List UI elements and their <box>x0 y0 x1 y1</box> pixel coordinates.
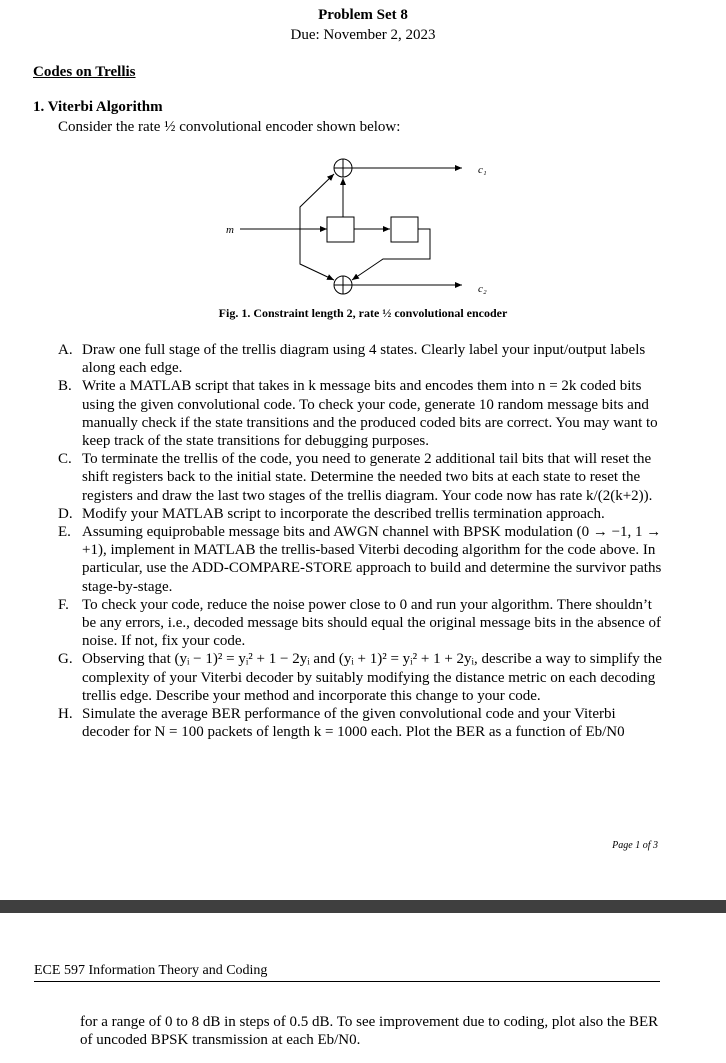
item-letter: H. <box>58 706 73 723</box>
problem-intro: Consider the rate ½ convolutional encoder shown below: <box>58 119 401 135</box>
task-list <box>58 341 663 741</box>
task-item-a <box>58 341 663 377</box>
encoder-diagram <box>0 150 726 300</box>
item-letter: G. <box>58 651 73 668</box>
page-separator <box>0 900 726 913</box>
item-letter: A. <box>58 342 73 358</box>
output-c2-label: c₂ <box>478 283 487 295</box>
item-text: To terminate the trellis of the code, you need to generate 2 additional tail bits that will reset the shift registers back to the initial state. Determine the needed two bits at each state to reset the registers and draw the last two stages of the trellis diagram. Your code now has rate k/(2(k+2)). <box>82 451 653 504</box>
continuation-text: for a range of 0 to 8 dB in steps of 0.5 dB. To see improvement due to coding, plot also the BER of uncoded BPSK transmission at each Eb/N0. <box>80 1014 659 1049</box>
course-header: ECE 597 Information Theory and Coding <box>34 963 660 982</box>
item-text: Modify your MATLAB script to incorporate the described trellis termination approach. <box>82 505 605 522</box>
item-text: Draw one full stage of the trellis diagram using 4 states. Clearly label your input/output labels along each edge. <box>82 342 646 377</box>
item-letter: D. <box>58 505 73 522</box>
output-c1-label: c₁ <box>478 164 487 176</box>
shift-register-2 <box>391 217 418 242</box>
task-item-f <box>58 596 663 651</box>
item-text: Write a MATLAB script that takes in k message bits and encodes them into n = 2k coded bits using the given convolutional code. To check your code, generate 10 random message bits and manually check if the state transitions and the produced coded bits are correct. You may want to keep track of the state transitions for debugging purposes. <box>82 378 658 450</box>
problem-title: 1. Viterbi Algorithm <box>33 99 163 115</box>
item-text: To check your code, reduce the noise power close to 0 and run your algorithm. There shouldn’t be any errors, i.e., decoded message bits should equal the original message bits in the absence of noise. If not, fix your code. <box>82 596 661 650</box>
item-text: Assuming equiprobable message bits and AWGN channel with BPSK modulation (0 → −1, 1 → +1), implement in MATLAB the trellis-based Viterbi decoding algorithm for the code above. In particular, use the ADD-COMPARE-STORE approach to build and determine the survivor paths stage-by-stage. <box>82 524 662 595</box>
item-text: Observing that (yᵢ − 1)² = yᵢ² + 1 − 2yᵢ and (yᵢ + 1)² = yᵢ² + 1 + 2yᵢ, describe a way to simplify the complexity of your Viterbi decoder by suitably modifying the distance metric on each decoding trellis edge. Describe your method and incorporate this change to your code. <box>82 651 662 704</box>
section-title: Codes on Trellis <box>33 64 136 80</box>
item-letter: C. <box>58 451 72 468</box>
item-letter: B. <box>58 378 72 395</box>
item-text: Simulate the average BER performance of the given convolutional code and your Viterbi decoder for N = 100 packets of length k = 1000 each. Plot the BER as a function of Eb/N0 <box>82 706 625 741</box>
task-item-e <box>58 523 663 596</box>
item-letter: E. <box>58 524 71 541</box>
item-letter: F. <box>58 596 69 613</box>
input-label: m <box>226 224 234 236</box>
task-item-b <box>58 377 663 450</box>
task-item-d <box>58 505 663 523</box>
page-number: Page 1 of 3 <box>612 840 658 851</box>
shift-register-1 <box>327 217 354 242</box>
task-item-g <box>58 650 663 705</box>
task-item-c <box>58 450 663 505</box>
task-item-h <box>58 705 663 741</box>
figure-caption: Fig. 1. Constraint length 2, rate ½ convolutional encoder <box>218 306 508 320</box>
due-date: Due: November 2, 2023 <box>290 27 436 43</box>
document-title: Problem Set 8 <box>318 7 408 23</box>
